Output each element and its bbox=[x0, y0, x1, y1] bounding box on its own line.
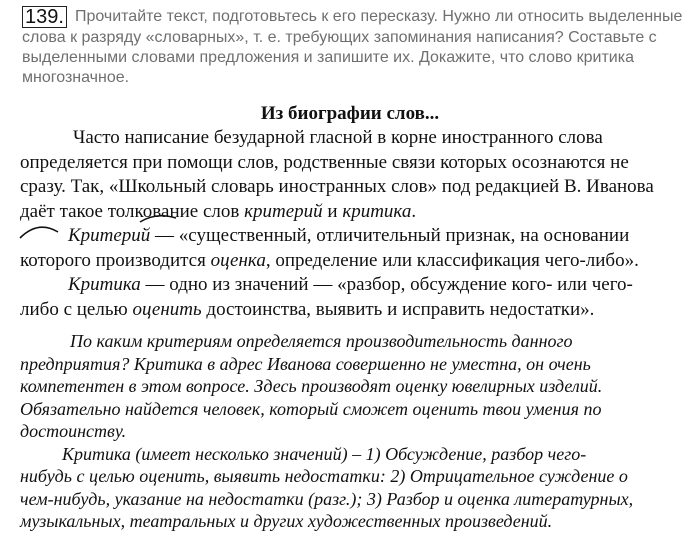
example-line: музыкальных, театральных и других художественных произведений. bbox=[20, 511, 553, 531]
text-line bbox=[20, 273, 690, 298]
task-line: многозначное. bbox=[22, 69, 130, 86]
example-line: достоинству. bbox=[20, 421, 127, 441]
text-line: сразу. Так, «Школьный словарь иностранных слов» под редакцией В. Иванова bbox=[20, 176, 654, 197]
task-header bbox=[22, 6, 692, 88]
task-text: Прочитайте текст, подготовьтесь к его пересказу. Нужно ли относить выделенные bbox=[74, 8, 683, 25]
example-line: компетентен в этом вопросе. Здесь производят оценку ювелирных изделий. bbox=[20, 376, 603, 396]
student-examples bbox=[20, 330, 690, 533]
section-title: Из биографии слов... bbox=[260, 103, 440, 124]
example-line: предприятия? Критика в адрес Иванова совершенно не уместна, он очень bbox=[20, 353, 591, 374]
text-line: определяется при помощи слов, родственные связи которых осознаются не bbox=[20, 151, 629, 173]
highlighted-word: Критика bbox=[68, 274, 141, 295]
example-line: Критика (имеет несколько значений) – 1) Обсуждение, разбор чего- bbox=[62, 443, 587, 464]
task-line bbox=[22, 6, 692, 28]
text-line bbox=[20, 298, 690, 323]
task-line: слова к разряду «словарных», т. е. требующих запоминания написания? Составьте с bbox=[22, 29, 657, 46]
highlighted-word: Критерий bbox=[68, 225, 151, 246]
text-fragment: . bbox=[411, 200, 417, 222]
text-fragment: достоинства, выявить и исправить недостатки». bbox=[201, 298, 595, 320]
text-line: Часто написание безударной гласной в корне иностранного слова bbox=[73, 127, 603, 148]
highlighted-word: критерий bbox=[244, 200, 323, 222]
text-line bbox=[20, 249, 690, 274]
text-fragment: , определение или классификация чего-либо». bbox=[265, 249, 639, 271]
text-line bbox=[20, 200, 690, 225]
main-text bbox=[20, 126, 690, 322]
highlighted-word: критика bbox=[342, 200, 412, 222]
task-line: выделенными словами предложения и запишите их. Докажите, что слово критика bbox=[22, 49, 634, 66]
text-fragment: и bbox=[322, 200, 343, 222]
text-fragment: даёт такое толкование слов bbox=[20, 200, 245, 222]
example-line: нибудь с целью оценить, выявить недостатки: 2) Отрицательное суждение о bbox=[20, 466, 628, 486]
text-fragment: — «существенный, отличительный признак, на основании bbox=[150, 225, 630, 246]
example-line: чем-нибудь, указание на недостатки (разг.); 3) Разбор и оценка литературных, bbox=[20, 488, 634, 509]
task-number-badge: 139. bbox=[22, 6, 67, 28]
highlighted-word: оценка bbox=[210, 249, 266, 271]
text-line bbox=[20, 224, 690, 249]
text-fragment: либо с целью bbox=[20, 298, 133, 320]
example-line: По каким критериям определяется производительность данного bbox=[70, 331, 573, 351]
text-fragment: — одно из значений — «разбор, обсуждение кого- или чего- bbox=[140, 274, 633, 295]
text-fragment: которого производится bbox=[20, 249, 211, 271]
example-line: Обязательно найдется человек, который сможет оценить твои умения по bbox=[20, 398, 602, 419]
highlighted-word: оценить bbox=[132, 298, 202, 320]
